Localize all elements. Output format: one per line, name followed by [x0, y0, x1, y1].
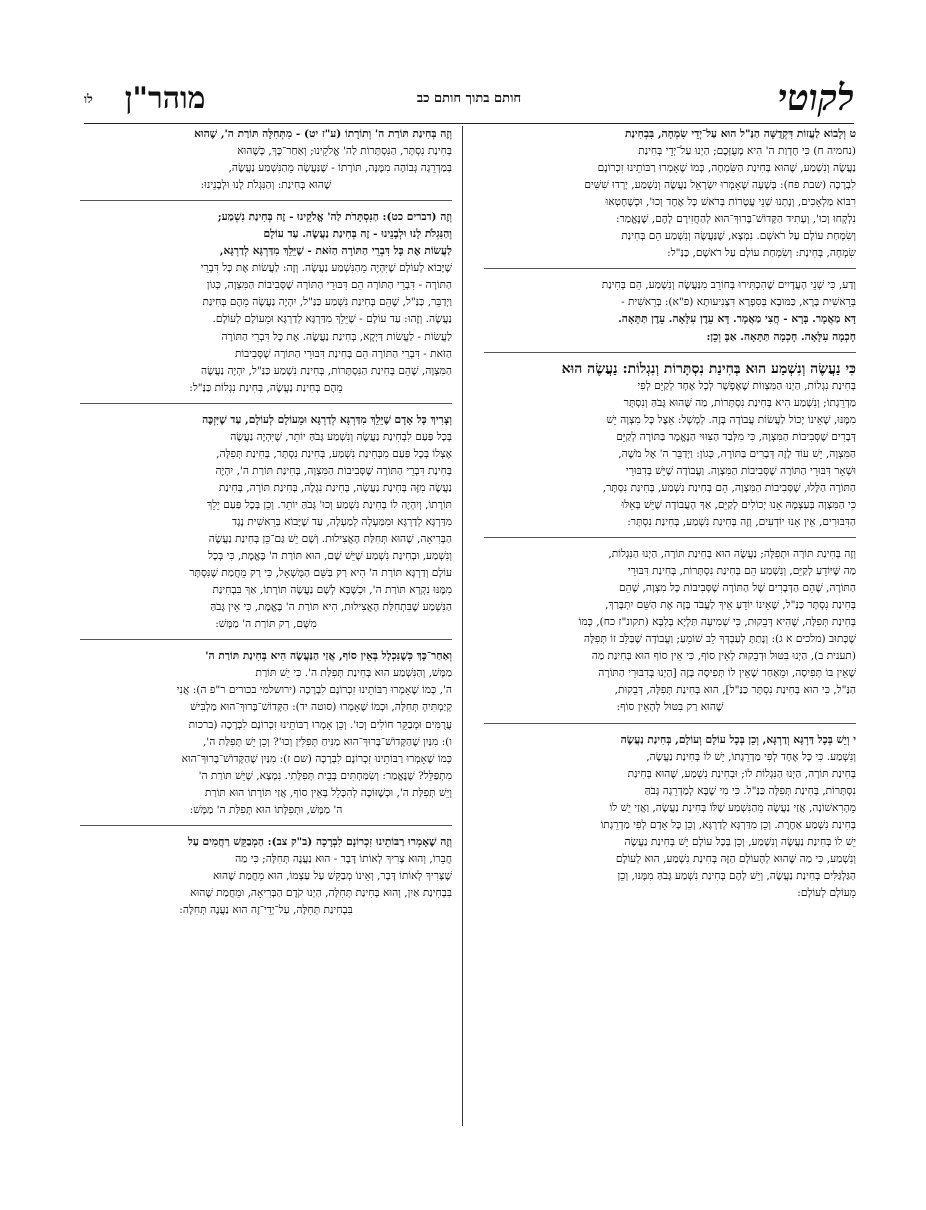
text-line: חֲבֵרוֹ, וְהוּא צָרִיךְ לְאוֹתוֹ דָּבָר - הוּא נַעֲנֶה תְּחִלָּה; כִּי מַה [235, 852, 452, 865]
text-line: הַבְּרִיאָה, שֶׁהוּא תְּחִלַּת הָאֲצִילוּת. וְשָׁם יֵשׁ גַּם־כֵּן בְּחִינַת נַעֲשֶׂה [208, 533, 452, 546]
text-line: שֶׁאֵין בּוֹ תְּפִיסָה, וּמֵאַחַר שֶׁאֵין לוֹ תְּפִיסָה בָּזֶה [הַיְנוּ בְּדִבּוּרֵי הַתּוֹרָה [598, 667, 856, 680]
text-line: וְנִשְׁמַע, וּבְחִינַת נִשְׁמַע שֶׁיֵּשׁ שָׁם, הוּא תּוֹרַת ה' בֶּאֱמֶת, כִּי בְּכָל [208, 550, 452, 563]
text-line: מֵהָרִאשׁוֹנָה, אֲזַי נַעֲשֶׂה מֵהַנִּשְׁמַע שֶׁלּוֹ בְּחִינַת נַעֲשֶׂה, וַאֲזַי יֵשׁ לוֹ [609, 801, 856, 814]
text-line: וְזֶה שֶׁאָמְרוּ רַבּוֹתֵינוּ זִכְרוֹנָם לִבְרָכָה (ב"ק צב): הַמְבַקֵּשׁ רַחֲמִים עַל [187, 835, 452, 848]
text-line: הַמִּצְוָה, יֵשׁ עוֹד לָזֶה דְּבָרִים בַּתּוֹרָה, כְּגוֹן: וַיְדַבֵּר ה' אֶל מֹשֶׁה, [618, 447, 856, 460]
text-line: הַנִּשְׁמַע שֶׁבִּתְחִלַּת הָאֲצִילוּת, הִיא תּוֹרַת ה' בֶּאֱמֶת, כִּי אֵין גָּבֹהַּ [210, 601, 452, 614]
text-line: שֶׁהוּא בְּחִינַת: וְהַנִּגְלֹת לָנוּ וּלְבָנֵינוּ: [200, 179, 332, 192]
text-line: בְּרֵאשִׁית בָּרָא, כַּמּוּבָא בְּסִפְרָא דִּצְנִיעוּתָא (פ"א): בְּרֵאשִׁית - [621, 296, 856, 309]
text-line: מִדַּרְגָּא לְדַרְגָּא וּמִמַּעְלָה לְמַעְלָה, עַד שֶׁיָּבוֹא בְּרֵאשִׁית נֶגֶד [231, 515, 452, 528]
text-line: מִתְפַּלֵּל? שֶׁנֶּאֱמַר: וְשִׂמַּחְתִּים בְּבֵית תְּפִלָּתִי. נִמְצָא, שֶׁיֵּשׁ תּוֹרַת ה' [198, 769, 452, 782]
text-line: לִבְרָכָה (שבת פח): בְּשָׁעָה שֶׁאָמְרוּ יִשְׂרָאֵל נַעֲשֶׂה וְנִשְׁמַע, יָרְדוּ שִׁשִּׁים [584, 179, 856, 192]
text-line: הַתּוֹרָה, שֶׁהֵם הַדְּבָרִים שֶׁל הַתּוֹרָה שֶׁסְּבִיבוֹת כָּל מִצְוָה, שֶׁהֵם [618, 582, 856, 595]
paragraph-divider [484, 268, 856, 269]
text-line: נַעֲשֶׂה. וְזֶהוּ: עַד עוֹלָם - שֶׁיֵּלֵךְ מִדַּרְגָּא לְדַרְגָּא וּמֵעוֹלָם לְעוֹלָם. [212, 313, 452, 326]
text-line: וְדַע, כִּי שְׁנֵי הָעֲדָיִים שֶׁהִכְתִּירוּ בְּחוֹרֵב מִנַּעֲשֶׂה וְנִשְׁמַע, הֵם בְּחִינַת [601, 279, 856, 292]
text-line: בְּחִינַת תְּפִלָּה, שֶׁהִיא דְּבֵקוּת, כִּי שְׁמִיעָה תַּלְיָא בְּלִבָּא (תקונ"ז כח), כְּמוֹ [578, 616, 856, 629]
text-line: וְהַנִּגְלֹת לָנוּ וּלְבָנֵינוּ - זֶה בְּחִינַת נַעֲשֶׂה. עַד עוֹלָם [263, 228, 452, 241]
text-line: מִמֶּנּוּ נִקְרָא תּוֹרַת ה', וּכְשֶׁבָּא לְשָׁם נַעֲשֶׂה תּוֹרָתוֹ, אַךְ בִּבְחִינַת [212, 584, 452, 597]
text-line: וְזֶה בְּחִינַת תּוֹרָה וּתְפִלָּה; נַעֲשֶׂה הוּא בְּחִינַת תּוֹרָה, הַיְנוּ הַנִּגְלוֹת, [608, 548, 856, 561]
text-line: נִלְקְחוּ וְכוּ', וְעָתִיד הַקָּדוֹשׁ־בָּרוּךְ־הוּא לְהַחֲזִירָם לָהֶם, שֶׁנֶּאֱמַר: [616, 213, 856, 226]
text-line: מַה שֶּׁיּוֹדֵעַ לְקַיֵּם, וְנִשְׁמַע הֵם בְּחִינַת נִסְתָּרוֹת, בְּחִינַת דִּבּוּרֵי [627, 565, 856, 578]
header-left-group [84, 80, 205, 118]
text-line: וְנִשְׁמַע, כִּי מַה שֶּׁהוּא לְהָעוֹלָם הַזֶּה בְּחִינַת נִשְׁמַע, הוּא לְעוֹלָם [615, 852, 856, 865]
text-line: הַתּוֹרָה הַלָּלוּ, שֶׁסְּבִיבוֹת הַמִּצְוָה, הֵם בְּחִינַת נִשְׁמַע, בְּחִינַת נִסְתָּר, [602, 481, 856, 494]
text-line: קְיַמְתִּיהָ תְּחִלָּה, וּכְמוֹ שֶׁאָמְרוּ (סוטה יד): הַקָּדוֹשׁ־בָּרוּךְ־הוּא מַלְבִּישׁ [190, 701, 452, 714]
text-line: רִבּוֹא מַלְאָכִים, וְנָתְנוּ שְׁנֵי עֲטָרוֹת בְּרֹאשׁ כָּל אֶחָד וְכוּ', וּכְשֶׁחָטְאוּ [605, 196, 856, 209]
text-line: מֵהֶם בְּחִינַת נַעֲשֶׂה, בְּחִינַת נִגְלוֹת כַּנַּ"ל: [189, 381, 343, 394]
text-line: שֶׁצָּרִיךְ לְאוֹתוֹ דָּבָר, וְאֵינוֹ מְבַקֵּשׁ עַל עַצְמוֹ, הוּא מֵחֲמַת שֶׁהוּא [212, 869, 452, 882]
text-line: נַעֲשֶׂה מִזֶּה בְּחִינַת נַעֲשֶׂה, בְּחִינַת נִגְלֶה, בְּחִינַת תּוֹרָה, בְּחִינַת [218, 481, 452, 494]
text-line: בְּחִינַת נִסְתָּר כַּנַּ"ל, שֶׁאֵינוֹ יוֹדֵעַ אֵיךְ לַעֲבֹד בָּזֶה אֶת הַשֵּׁם יִתְבָּרַךְ, [605, 599, 856, 612]
text-line: ו): מִנַּיִן שֶׁהַקָּדוֹשׁ־בָּרוּךְ־הוּא מַנִּיחַ תְּפִלִּין וְכוּ'? וְכֵן יֵשׁ תְּפִלַּת ה', [202, 735, 452, 748]
paragraph-torah-tefila [484, 546, 856, 716]
text-line: כִּי נַעֲשֶׂה וְנִשְׁמַע הוּא בְּחִינַת נִסְתָּרוֹת וְנִגְלוֹת: נַעֲשֶׂה הוּא [561, 360, 856, 377]
paragraph-divider [80, 403, 452, 404]
text-line: תּוֹרָתוֹ, וְיִהְיֶה לוֹ בְּחִינַת נִשְׁמַע וְכוּ' גָּבֹהַּ יוֹתֵר. וְכֵן בְּכָל פַּעַם יֵלֵךְ [206, 498, 452, 511]
text-line: וְזֶה בְּחִינַת תּוֹרַת ה' וְתוֹרָתוֹ (ע"ז יט) - מִתְּחִלָּה תּוֹרַת ה', שֶׁהוּא [194, 128, 452, 140]
text-line: נִסְתָּרוֹת, בְּחִינַת תְּפִלָּה כַּנַּ"ל. כִּי מִי שֶׁבָּא לְמַדְרֵגָה גָּבֹהַּ [644, 784, 856, 797]
left-column [80, 126, 452, 919]
paragraph-10 [484, 732, 856, 902]
page-header [84, 76, 854, 120]
text-line: שֶׁהוּא רַק בִּטּוּל לְהָאֵין סוֹף: [616, 701, 724, 714]
text-line: ט וְלָבוֹא לַעֲזוֹת דִּקְדֻשָּׁה הַנַּ"ל הוּא עַל־יְדֵי שִׂמְחָה, בִּבְחִינַת [625, 128, 856, 140]
text-line: (תענית ב), הַיְנוּ בִּטּוּל וּדְבֵקוּת לְאֵין סוֹף, כִּי אֵין סוֹף הוּא בְּחִינַת מַה [591, 650, 856, 663]
text-line: וְצָרִיךְ כָּל אָדָם שֶׁיֵּלֵךְ מִדַּרְגָּא לְדַרְגָּא וּמֵעוֹלָם לְעוֹלָם, עַד שֶׁיִּזְכֶּה [202, 413, 452, 426]
paragraph-divider [484, 537, 856, 538]
header-rule [84, 123, 854, 124]
text-line: בְּחִינַת נִסְתָּר, הַנִּסְתָּרוֹת לַה' אֱלֹקֵינוּ; וְאַחַר־כָּךְ, כְּשֶׁהוּא [237, 145, 452, 158]
paragraph-divider [80, 825, 452, 826]
text-line: וְיֵשׁ תְּפִלַּת ה', וּכְשֶׁזּוֹכֶה לְהִכָּלֵל בְּאֵין סוֹף, אֲזַי תּוֹרָתוֹ הוּא תּוֹרַת [204, 786, 452, 799]
text-line: בִּבְחִינַת תְּחִלָּה, עַל־יְדֵי־זֶה הוּא נַעֲנֶה תְּחִלָּה: [179, 903, 353, 916]
text-line: הַזֹּאת - דִּבְרֵי הַתּוֹרָה הֵם בְּחִינַת דִּבּוּרֵי הַתּוֹרָה שֶׁסְּבִיבוֹת [234, 347, 452, 360]
text-line: ה', כְּמוֹ שֶׁאָמְרוּ רַבּוֹתֵינוּ זִכְרוֹנָם לִבְרָכָה (ירושלמי בכורים ר"פ ה): אֲנִי [176, 684, 452, 697]
text-line: בְּחִינַת דִּבְרֵי הַתּוֹרָה שֶׁסְּבִיבוֹת הַמִּצְוָה, בְּחִינַת תּוֹרַת ה', יִהְיֶה [215, 464, 452, 477]
text-line: וְזֶה (דברים כט): הַנִּסְתָּרֹת לַה' אֱלֹקֵינוּ - זֶה בְּחִינַת נִשְׁמַע; [217, 211, 452, 224]
paragraph-divider [80, 639, 452, 640]
text-line: שֶׁכָּתוּב (מלכים א ג): וְנָתַתָּ לְעַבְדְּךָ לֵב שׁוֹמֵעַ; וַעֲבוֹדָה שֶׁבַּלֵּב זוֹ תְּפִלָּה [583, 633, 856, 646]
text-line: וְשִׂמְחַת עוֹלָם עַל רֹאשָׁם. נִמְצָא, שֶׁנַּעֲשֶׂה וְנִשְׁמַע הֵם בְּחִינַת [621, 230, 856, 243]
text-line: דָּא מַאֲמָר. בָּרָא - חֲצִי מַאֲמָר. דָּא עֵדֶן עִלָּאָה. עֵדֶן תַּתָּאָה. [618, 313, 856, 326]
text-line: לַעֲשׂוֹת - לַעֲשׂוֹת דַּיְקָא, בְּחִינַת נַעֲשֶׂה. אֶת כָּל דִּבְרֵי הַתּוֹרָה [221, 330, 452, 343]
paragraph-torat-hashem [80, 126, 452, 194]
paragraph-vaachar-kach [80, 648, 452, 818]
text-line: נַעֲשֶׂה וְנִשְׁמַע, שֶׁהוּא בְּחִינַת הַשִּׂמְחָה, כְּמוֹ שֶׁאָמְרוּ רַבּוֹתֵינוּ זִכְרוֹנָם [597, 162, 856, 175]
text-line: בְּכָל פַּעַם לִבְחִינַת נַעֲשֶׂה וְנִשְׁמַע גָּבֹהַּ יוֹתֵר, שֶׁיִּהְיֶה נַעֲשֶׂה [230, 430, 452, 443]
text-line: הַגַּלְגַּלִּים בְּחִינַת נַעֲשֶׂה, וְיֵשׁ לָהֶם בְּחִינַת נִשְׁמַע גָּבֹהַּ מִמֶּנּוּ, וְכֵן [617, 869, 856, 882]
text-line: שֶׁיָּבוֹא לְעוֹלָם שֶׁיִּהְיֶה מֵהַנִּשְׁמַע נַעֲשֶׂה. וְזֶה: לַעֲשׂוֹת אֶת כָּל דִּבְרֵי [200, 262, 452, 275]
text-line: הַתּוֹרָה - דִּבְרֵי הַתּוֹרָה הֵם דִּבּוּרֵי הַתּוֹרָה שֶׁסְּבִיבוֹת הַמִּצְוָה, כְּגוֹן [206, 279, 452, 292]
header-center-text: חותם בתוך חותם כב [416, 91, 522, 106]
text-line: שִׂמְחָה, בְּחִינַת: וְשִׂמְחַת עוֹלָם עַל רֹאשָׁם, כַּנַּ"ל: [667, 247, 856, 260]
text-line: מֵעוֹלָם לְעוֹלָם: [797, 886, 856, 899]
text-line: וְאַחַר־כָּךְ כְּשֶׁנִּכְלָל בְּאֵין סוֹף, אֲזַי הַנַּעֲשֶׂה הִיא בְּחִינַת תּוֹרַת ה' [205, 650, 452, 663]
text-line: וְנִשְׁמַע. כִּי כָּל אֶחָד לְפִי מַדְרֵגָתוֹ, יֵשׁ לוֹ בְּחִינַת נַעֲשֶׂה, [646, 750, 856, 763]
book-title-right: לקוטי [777, 77, 854, 119]
text-line: עֲרֻמִּים וּמְבַקֵּר חוֹלִים וְכוּ'. וְכֵן אָמְרוּ רַבּוֹתֵינוּ זִכְרוֹנָם לִבְרָכָה (ברכות [188, 718, 452, 731]
paragraph-9 [484, 126, 856, 262]
paragraph-ki-naase [484, 361, 856, 531]
text-line: בְּחִינַת נִשְׁמַע אַחֶרֶת. וְכֵן מִדַּרְגָּא לְדַרְגָּא, וְכֵן כָּל אָדָם לְפִי מַדְרֵגָתוֹ [600, 818, 856, 831]
right-column [484, 126, 856, 902]
paragraph-vda [484, 277, 856, 345]
paragraph-hamevakesh [80, 834, 452, 919]
text-line: בִּבְחִינַת אַיִן, וְהוּא בְּחִינַת תְּחִלָּה, הַיְנוּ קֹדֶם הַבְּרִיאָה, וּמֵחֲמַת שֶׁהוּא [190, 886, 452, 899]
text-line: כְּמוֹ שֶׁאָמְרוּ רַבּוֹתֵינוּ זִכְרוֹנָם לִבְרָכָה (שם ז): מִנַּיִן שֶׁהַקָּדוֹשׁ־בָּרוּךְ־הוּא [181, 752, 452, 765]
text-line: אֶצְלוֹ בְּכָל פַּעַם מִבְּחִינַת נִשְׁמַע, בְּחִינַת נִסְתָּר, בְּחִינַת תְּפִלָּה, [216, 447, 452, 460]
text-line: מִמֶּנּוּ, שֶׁאֵינוֹ יָכוֹל לַעֲשׂוֹת עֲבוֹדָה בָּזֶה. לְמָשָׁל: אֵצֶל כָּל מִצְוָה יֵשׁ [606, 413, 856, 426]
text-line: הַדִּבּוּרִים, אֵין אָנוּ יוֹדְעִים, וְזֶה בְּחִינַת נִשְׁמַע, בְּחִינַת נִסְתָּר: [627, 515, 856, 528]
text-line: בְּחִינַת נִגְלוֹת, הַיְנוּ הַמִּצְווֹת שֶׁאֶפְשָׁר לְכָל אֶחָד לְקַיֵּם לְפִי [637, 379, 856, 392]
text-line: בְּמַדְרֵגָה גְּבוֹהָה מִמֶּנָּה, תּוֹרָתוֹ - שֶׁנַּעֲשָׂה מֵהַנִּשְׁמַע נַעֲשֶׂה, [228, 162, 452, 175]
text-line: הַנַּ"ל, כִּי הוּא בְּחִינַת נִסְתָּר כַּנַּ"ל], הוּא בְּחִינַת תְּפִלָּה, דְּבֵקוּת, [614, 684, 856, 697]
text-line: חָכְמָה עִלָּאָה. חָכְמָה תַּתָּאָה. אַבָּ וְכֵן: [706, 330, 856, 343]
text-line: בְּחִינַת תּוֹרָה, הַיְנוּ הַנִּגְלוֹת לוֹ; וּבְחִינַת נִשְׁמַע, שֶׁהוּא בְּחִינַת [627, 767, 856, 780]
text-line: מִשָּׁם, רַק תּוֹרַת ה' מַמָּשׁ: [215, 618, 317, 631]
text-line: מַמָּשׁ, וְהַנִּשְׁמַע הוּא בְּחִינַת תְּפִלַּת ה'. כִּי יֵשׁ תּוֹרַת [255, 667, 452, 680]
text-line: לַעֲשׂוֹת אֶת כָּל דִּבְרֵי הַתּוֹרָה הַזֹּאת - שֶׁיֵּלֵךְ מִדַּרְגָּא לְדַרְגָּא, [219, 245, 452, 258]
paragraph-divider [484, 723, 856, 724]
text-line: דְּבָרִים שֶׁסְּבִיבוֹת הַמִּצְוָה, כִּי מִלְּבַד הַצִּוּוּי הַנֶּאֱמָר בַּתּוֹרָה לְקַיֵּם [616, 430, 856, 443]
text-line: (נחמיה ח) כִּי חֶדְוַת ה' הִיא מָעֻזְּכֶם; הַיְנוּ עַל־יְדֵי בְּחִינַת [638, 145, 856, 158]
text-line: יֵשׁ לוֹ בְּחִינַת נַעֲשֶׂה וְנִשְׁמַע, וְכֵן בְּכָל עוֹלָם יֵשׁ בְּחִינַת נַעֲשֶׂה [624, 835, 856, 848]
book-title-left: מוהר"ן [124, 81, 206, 116]
text-line: מַדְרֵגָתוֹ; וְנִשְׁמַע הִיא בְּחִינַת נִסְתָּרוֹת, מַה שֶּׁהוּא גָּבֹהַּ וְנִסְתָּר [623, 396, 856, 409]
paragraph-vetzarich [80, 412, 452, 634]
text-line: וַיְדַבֵּר, כַּנַּ"ל, שֶׁהֵם בְּחִינַת נִשְׁמַע כַּנַּ"ל, יִהְיֶה נַעֲשֶׂה מֵהֶם בְּחִינַת [202, 296, 452, 309]
paragraph-divider [80, 200, 452, 201]
text-line: עוֹלָם וְדַרְגָּא תּוֹרַת ה' הִיא רַק בַּשֵּׁם הַמֻּשְׁאָל, כִּי רַק מֵחֲמַת שֶׁנִּסְתָּר [189, 567, 452, 580]
text-line: הַמִּצְוָה, שֶׁהֵם בְּחִינַת הַנִּסְתָּרוֹת, בְּחִינַת נִשְׁמַע כַּנַּ"ל, יִהְיֶה נַעֲשֶׂה [201, 364, 452, 377]
text-line: כִּי הַמִּצְוָה בְּעַצְמָהּ אָנוּ יְכוֹלִים לְקַיֵּם, אַךְ הָעֲבוֹדָה שֶׁיֵּשׁ בְּאֵלּוּ [621, 498, 856, 511]
paragraph-divider [484, 352, 856, 353]
paragraph-nistarot [80, 209, 452, 397]
column-separator [462, 126, 463, 1126]
text-line: ה' מַמָּשׁ, וּתְפִלָּתוֹ הוּא תְּפִלַּת ה' מַמָּשׁ: [189, 803, 343, 816]
text-line: י וְיֵשׁ בְּכָל דַּרְגָּא וְדַרְגָּא, וְכֵן בְּכָל עוֹלָם וְעוֹלָם, בְּחִינַת נַעֲשֶׂה [620, 733, 856, 746]
page-number: לו [84, 91, 93, 106]
text-line: וּשְׁאָר דִּבּוּרֵי הַתּוֹרָה שֶׁסְּבִיבוֹת הַמִּצְוָה. וַעֲבוֹדָה שֶׁיֵּשׁ בְּדִבּוּרֵי [625, 464, 856, 477]
